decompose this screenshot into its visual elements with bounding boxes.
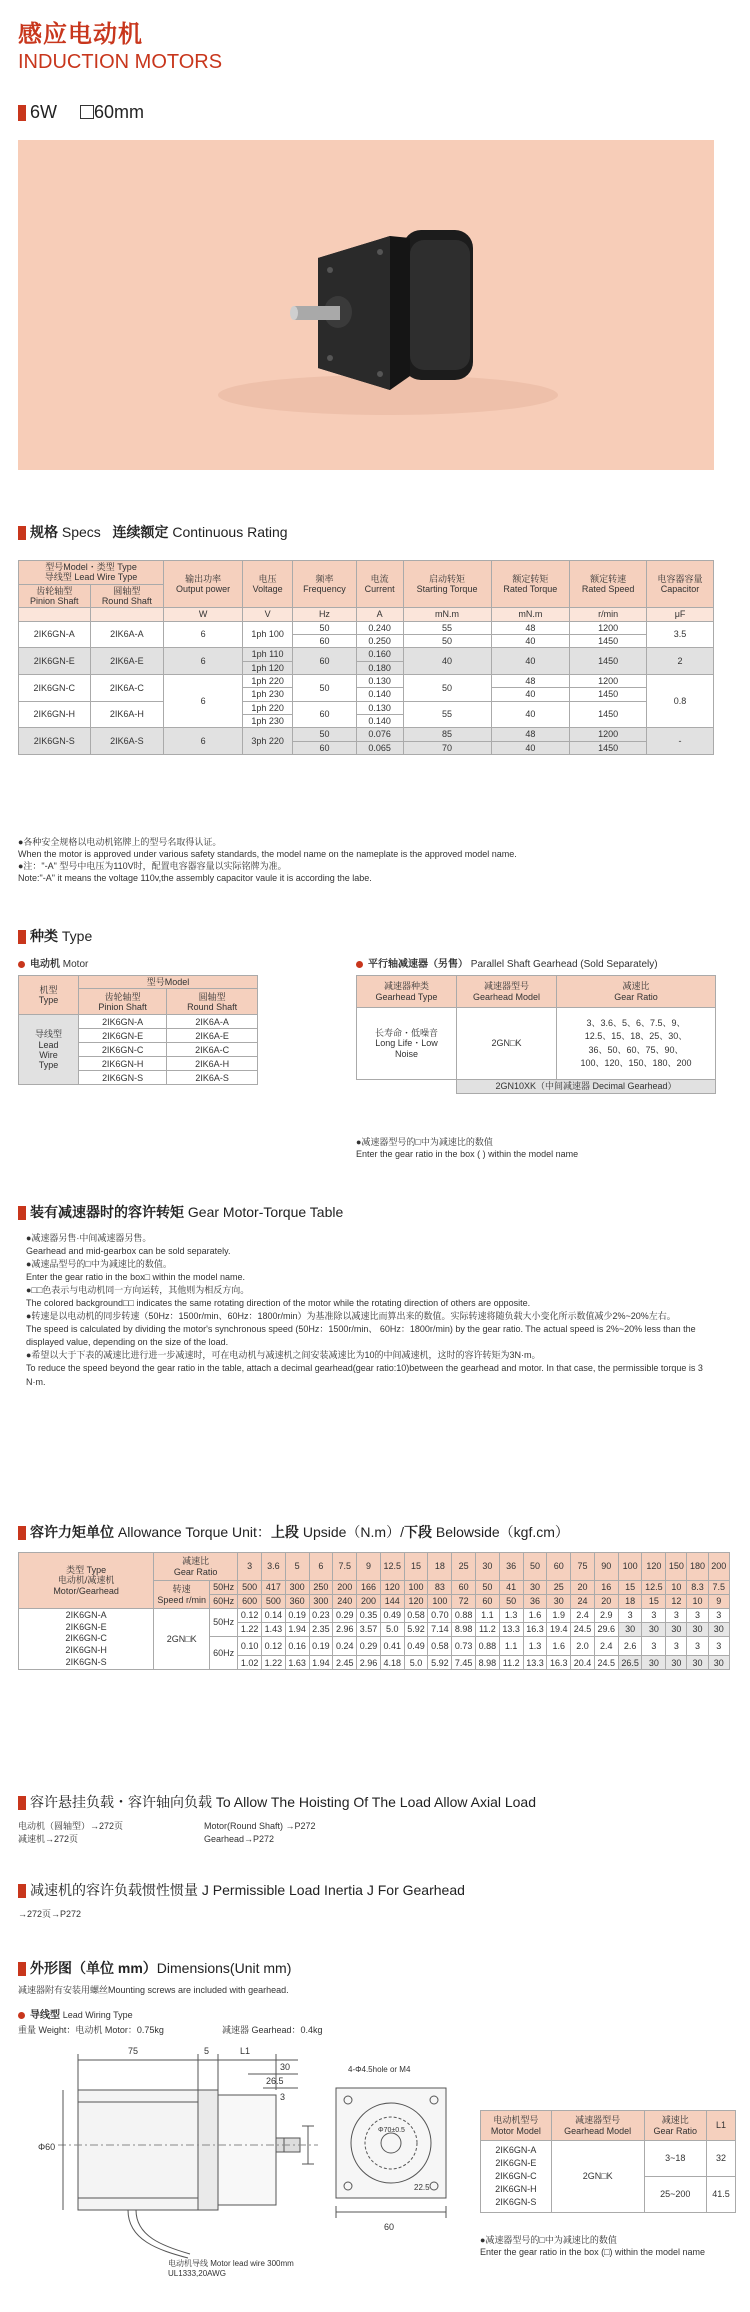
torque-value: 24.5 xyxy=(594,1656,618,1670)
dim-75: 75 xyxy=(128,2046,139,2056)
torque-value: 0.70 xyxy=(428,1609,452,1623)
section-marker xyxy=(18,105,26,121)
torque-value: 0.58 xyxy=(428,1637,452,1656)
note-line: ●各种安全规格以电动机铭牌上的型号名取得认证。 xyxy=(18,837,222,847)
speed-50hz: 166 xyxy=(357,1581,381,1595)
speed-50hz: 500 xyxy=(238,1581,262,1595)
torque-value: 2.0 xyxy=(571,1637,595,1656)
torque-value: 1.1 xyxy=(499,1637,523,1656)
torque-value: 30 xyxy=(708,1656,729,1670)
table-row: 2IK6GN-A 2IK6GN-E 2IK6GN-C 2IK6GN-H 2IK6GN-S 2GN□K 3~18 32 xyxy=(481,2141,736,2177)
speed-50hz: 10 xyxy=(666,1581,687,1595)
lead-type-cell: 导线型 Lead Wire Type xyxy=(19,1015,79,1085)
ratio-header: 30 xyxy=(476,1553,500,1581)
th-speed: 转速 Speed r/min xyxy=(154,1581,210,1609)
ratio-header: 7.5 xyxy=(333,1553,357,1581)
motor-subheading: 电动机 Motor xyxy=(18,955,88,970)
speed-50hz: 25 xyxy=(547,1581,571,1595)
dim-30: 30 xyxy=(280,2062,291,2072)
para-line: To reduce the speed beyond the gear ratio in the table, attach a decimal gearhead(gear ratio:10)between the gearhead and motor. In that case, the permissible torque is 3 N·m. xyxy=(26,1363,703,1387)
ratio-header: 75 xyxy=(571,1553,595,1581)
decimal-gearhead: 2GN10XK（中间减速器 Decimal Gearhead） xyxy=(457,1080,716,1094)
table-row xyxy=(19,1609,730,1623)
torque-value: 0.73 xyxy=(452,1637,476,1656)
speed-60hz: 500 xyxy=(261,1595,285,1609)
page-title xyxy=(18,14,222,74)
para-line: The speed is calculated by dividing the motor's synchronous speed (50Hz：1500r/min、 60Hz：1800r/min) by the gear ratio. The actual speed is 2%~20% less than the displayed value, depending on the size of the load. xyxy=(26,1324,696,1348)
torque-value: 0.12 xyxy=(238,1609,262,1623)
ratio-header: 120 xyxy=(642,1553,666,1581)
square-icon xyxy=(80,105,94,119)
para-line: Enter the gear ratio in the box□ within the model name. xyxy=(26,1272,246,1283)
inertia-line: →272页→P272 xyxy=(18,1909,82,1919)
torque-value: 3 xyxy=(687,1637,708,1656)
para-line: ●转速是以电动机的同步转速（50Hz：1500r/min、60Hz：1800r/min）为基准除以减速比而算出来的数值。实际转速将随负载大小变化所示数值减少2%~20%左右。 xyxy=(26,1311,676,1322)
th-rtorque: 额定转矩 Rated Torque xyxy=(491,561,570,608)
speed-60hz: 36 xyxy=(523,1595,547,1609)
speed-60hz: 72 xyxy=(452,1595,476,1609)
torque-value: 3 xyxy=(666,1637,687,1656)
specs-heading xyxy=(18,522,288,542)
dim-phi60: Φ60 xyxy=(38,2142,56,2152)
type-table xyxy=(18,975,258,1085)
torque-value: 2.9 xyxy=(594,1609,618,1623)
th-model: 型号Model xyxy=(79,976,258,989)
table-row: 1ph 230 0.140 xyxy=(19,715,714,728)
table-row: 导线型 Lead Wire Type 2IK6GN-A 2IK6A-A xyxy=(19,1015,258,1029)
gearhead-note: ●减速器型号的□中为减速比的数值 Enter the gear ratio in the box ( ) within the model name xyxy=(356,1137,579,1160)
row-50hz: 50Hz xyxy=(210,1609,238,1637)
ratio-header: 60 xyxy=(547,1553,571,1581)
lead-subheading: 导线型 Lead Wiring Type xyxy=(18,2006,133,2021)
torque-value: 0.10 xyxy=(238,1637,262,1656)
torque-value: 19.4 xyxy=(547,1623,571,1637)
hoisting-heading: 容许悬挂负载・容许轴向负载 To Allow The Hoisting Of The Load Allow Axial Load xyxy=(18,1792,536,1812)
specs-table xyxy=(18,560,714,755)
speed-50hz: 250 xyxy=(309,1581,333,1595)
specs-heading-en: Specs xyxy=(61,524,101,540)
inertia-heading: 减速机的容许负载惯性惯量 J Permissible Load Inertia J For Gearhead xyxy=(18,1880,465,1900)
torque-value: 16.3 xyxy=(523,1623,547,1637)
allowance-table xyxy=(18,1552,730,1670)
th-start: 启动转矩 Starting Torque xyxy=(403,561,491,608)
speed-60hz: 600 xyxy=(238,1595,262,1609)
speed-60hz: 50 xyxy=(499,1595,523,1609)
th-voltage: 电压 Voltage xyxy=(243,561,293,608)
th-pinion: 齿轮轴型 Pinion Shaft xyxy=(79,989,167,1015)
torque-value: 13.3 xyxy=(499,1623,523,1637)
section-marker xyxy=(18,526,26,540)
torque-value: 1.94 xyxy=(285,1623,309,1637)
torque-value: 2.96 xyxy=(333,1623,357,1637)
torque-value: 11.2 xyxy=(476,1623,500,1637)
torque-value: 0.35 xyxy=(357,1609,381,1623)
th-ratio: 减速比 Gear Ratio xyxy=(154,1553,238,1581)
gearhead-table xyxy=(356,975,716,1094)
torque-value: 0.16 xyxy=(285,1637,309,1656)
table-row: 2IK6GN-S 2IK6A-S 6 3ph 220 50 0.076 85 48 1200 - xyxy=(19,728,714,741)
model-title xyxy=(18,102,144,123)
torque-value: 1.63 xyxy=(285,1656,309,1670)
para-line: ●减速器另售·中间减速器另售。 xyxy=(26,1233,152,1243)
torque-value: 3 xyxy=(666,1609,687,1623)
torque-value: 20.4 xyxy=(571,1656,595,1670)
allowance-heading: 容许力矩单位 Allowance Torque Unit：上段 Upside（N.m）/下段 Belowside（kgf.cm） xyxy=(18,1522,569,1542)
speed-60hz: 360 xyxy=(285,1595,309,1609)
gear-motor-image xyxy=(18,140,714,470)
ratio-header: 15 xyxy=(404,1553,428,1581)
gear-model-cell: 2GN□K xyxy=(457,1008,557,1080)
gear-torque-notes xyxy=(26,1232,716,1389)
dim-22-5: 22.5 xyxy=(414,2183,430,2192)
dimension-drawing xyxy=(18,2040,458,2310)
speed-50hz: 50 xyxy=(476,1581,500,1595)
torque-value: 7.45 xyxy=(452,1656,476,1670)
speed-50hz: 200 xyxy=(333,1581,357,1595)
speed-50hz: 7.5 xyxy=(708,1581,729,1595)
torque-value: 30 xyxy=(708,1623,729,1637)
dim-l1: L1 xyxy=(240,2046,251,2056)
th-round: 圆轴型 Round Shaft xyxy=(167,989,258,1015)
torque-value: 3 xyxy=(618,1609,642,1623)
title-en: INDUCTION MOTORS xyxy=(18,51,223,73)
speed-50hz: 83 xyxy=(428,1581,452,1595)
torque-value: 5.92 xyxy=(404,1623,428,1637)
speed-60hz: 30 xyxy=(547,1595,571,1609)
hoisting-line: Motor(Round Shaft) →P272 xyxy=(204,1821,316,1831)
table-row: 60 0.250 50 40 1450 xyxy=(19,635,714,648)
torque-value: 30 xyxy=(687,1656,708,1670)
torque-value: 30 xyxy=(642,1656,666,1670)
ratio-header: 50 xyxy=(523,1553,547,1581)
torque-value: 2.96 xyxy=(357,1656,381,1670)
th-l1: L1 xyxy=(706,2111,735,2141)
th-gearhead-model: 减速器型号 Gearhead Model xyxy=(551,2111,644,2141)
para-line: ●减速品型号的□中为减速比的数值。 xyxy=(26,1259,172,1270)
table-row: 2IK6GN-C 2IK6A-C xyxy=(19,1043,258,1057)
table-row xyxy=(357,1080,716,1094)
torque-value: 0.88 xyxy=(452,1609,476,1623)
types-heading: 种类 Type xyxy=(18,926,92,946)
torque-value: 30 xyxy=(666,1623,687,1637)
note-line: When the motor is approved under various safety standards, the model name on the nameplate is the approved model name. xyxy=(18,849,517,860)
ratio-header: 3.6 xyxy=(261,1553,285,1581)
th-power: 输出功率 Output power xyxy=(164,561,243,608)
torque-value: 26.5 xyxy=(618,1656,642,1670)
torque-value: 0.19 xyxy=(309,1637,333,1656)
ratio-header: 200 xyxy=(708,1553,729,1581)
speed-50hz: 16 xyxy=(594,1581,618,1595)
torque-value: 0.49 xyxy=(404,1637,428,1656)
th-round: 圆轴型 Round Shaft xyxy=(90,584,164,608)
table-row xyxy=(357,1008,716,1080)
gearhead-cell: 2GN□K xyxy=(154,1609,210,1670)
hoisting-line: 电动机（圆轴型）→272页 xyxy=(18,1821,124,1831)
torque-value: 5.0 xyxy=(404,1656,428,1670)
torque-value: 0.29 xyxy=(357,1637,381,1656)
th-current: 电流 Current xyxy=(356,561,403,608)
gear-type-cell: 长寿命・低噪音 Long Life・Low Noise xyxy=(357,1008,457,1080)
table-row: 60 0.065 70 40 1450 xyxy=(19,741,714,754)
torque-value: 2.45 xyxy=(333,1656,357,1670)
th-60hz: 60Hz xyxy=(210,1595,238,1609)
bullet-dot xyxy=(18,961,25,968)
hoisting-right xyxy=(204,1820,404,1846)
torque-value: 30 xyxy=(687,1623,708,1637)
speed-50hz: 100 xyxy=(404,1581,428,1595)
torque-value: 1.3 xyxy=(499,1609,523,1623)
torque-value: 0.19 xyxy=(285,1609,309,1623)
torque-value: 1.1 xyxy=(476,1609,500,1623)
para-line: ●希望以大于下表的减速比进行进一步减速时，可在电动机与减速机之间安装减速比为10的中间减速机，这时的容许转矩为3N·m。 xyxy=(26,1350,541,1361)
torque-value: 29.6 xyxy=(594,1623,618,1637)
speed-60hz: 300 xyxy=(309,1595,333,1609)
torque-value: 3 xyxy=(642,1609,666,1623)
table-row: 2IK6GN-E 2IK6A-E 6 1ph 110 60 0.160 40 40 1450 2 xyxy=(19,648,714,661)
dims-heading: 外形图（单位 mm）Dimensions(Unit mm) xyxy=(18,1958,291,1978)
title-cn: 感应电动机 xyxy=(18,21,143,48)
motor-list: 2IK6GN-A 2IK6GN-E 2IK6GN-C 2IK6GN-H 2IK6GN-S xyxy=(19,1609,154,1670)
torque-value: 13.3 xyxy=(523,1656,547,1670)
speed-60hz: 240 xyxy=(333,1595,357,1609)
speed-60hz: 144 xyxy=(380,1595,404,1609)
model-frame: 60mm xyxy=(94,102,145,122)
speed-60hz: 15 xyxy=(642,1595,666,1609)
th-motor-model: 电动机型号 Motor Model xyxy=(481,2111,552,2141)
torque-value: 1.22 xyxy=(261,1656,285,1670)
ratio-header: 180 xyxy=(687,1553,708,1581)
hoisting-line: Gearhead→P272 xyxy=(204,1834,275,1845)
th-gear-model: 减速器型号 Gearhead Model xyxy=(457,976,557,1008)
speed-50hz: 15 xyxy=(618,1581,642,1595)
para-line: Gearhead and mid-gearbox can be sold separately. xyxy=(26,1246,231,1257)
speed-50hz: 30 xyxy=(523,1581,547,1595)
front-view xyxy=(336,2088,446,2218)
dim-26-5: 26.5 xyxy=(266,2076,284,2086)
table-row: 1ph 120 0.180 xyxy=(19,661,714,674)
speed-60hz: 100 xyxy=(428,1595,452,1609)
torque-value: 3.57 xyxy=(357,1623,381,1637)
torque-value: 3 xyxy=(708,1637,729,1656)
note-line: Note:"-A" it means the voltage 110v,the assembly capacitor vaule it is according the labe. xyxy=(18,873,372,884)
torque-value: 0.88 xyxy=(476,1637,500,1656)
speed-50hz: 417 xyxy=(261,1581,285,1595)
torque-value: 0.29 xyxy=(333,1609,357,1623)
gearhead-weight: 减速器 Gearhead：0.4kg xyxy=(222,2025,323,2035)
th-gear-type: 减速器种类 Gearhead Type xyxy=(357,976,457,1008)
th-type: 机型 Type xyxy=(19,976,79,1015)
ratio-header: 90 xyxy=(594,1553,618,1581)
table-row: 2IK6GN-C 2IK6A-C 6 1ph 220 50 0.130 50 48 1200 0.8 xyxy=(19,675,714,688)
torque-value: 2.35 xyxy=(309,1623,333,1637)
table-row: 2IK6GN-S 2IK6A-S xyxy=(19,1071,258,1085)
torque-value: 7.14 xyxy=(428,1623,452,1637)
model-power: 6W xyxy=(30,102,57,122)
th-cap: 电容器容量 Capacitor xyxy=(647,561,714,608)
torque-value: 1.6 xyxy=(523,1609,547,1623)
specs-heading-cn: 规格 xyxy=(30,524,58,540)
th-rspeed: 额定转速 Rated Speed xyxy=(570,561,647,608)
torque-value: 30 xyxy=(666,1656,687,1670)
torque-value: 4.18 xyxy=(380,1656,404,1670)
specs-notes xyxy=(18,836,718,885)
speed-50hz: 60 xyxy=(452,1581,476,1595)
speed-60hz: 60 xyxy=(476,1595,500,1609)
torque-value: 0.49 xyxy=(380,1609,404,1623)
hoisting-left xyxy=(18,1820,218,1846)
speed-60hz: 12 xyxy=(666,1595,687,1609)
units-row: W V Hz A mN.m mN.m r/min μF xyxy=(19,608,714,621)
table-row: 2IK6GN-A 2IK6A-A 6 1ph 100 50 0.240 55 48 1200 3.5 xyxy=(19,621,714,634)
dims-intro: 减速器附有安装用螺丝Mounting screws are included with gearhead. xyxy=(18,1985,289,1995)
torque-value: 16.3 xyxy=(547,1656,571,1670)
ratio-header: 100 xyxy=(618,1553,642,1581)
ratio-header: 36 xyxy=(499,1553,523,1581)
dim-60: 60 xyxy=(384,2222,395,2232)
speed-50hz: 12.5 xyxy=(642,1581,666,1595)
lead-wire-label: 电动机导线 Motor lead wire 300mm xyxy=(168,2259,294,2268)
torque-value: 3 xyxy=(642,1637,666,1656)
dims-note: ●减速器型号的□中为减速比的数值 Enter the gear ratio in the box (□) within the model name xyxy=(480,2235,706,2258)
para-line: ●□□色表示与电动机同一方向运转，其他则为相反方向。 xyxy=(26,1285,250,1296)
th-gear-ratio: 减速比 Gear Ratio xyxy=(644,2111,706,2141)
speed-50hz: 8.3 xyxy=(687,1581,708,1595)
torque-value: 0.41 xyxy=(380,1637,404,1656)
torque-value: 0.12 xyxy=(261,1637,285,1656)
row-60hz: 60Hz xyxy=(210,1637,238,1670)
speed-60hz: 120 xyxy=(404,1595,428,1609)
torque-value: 1.94 xyxy=(309,1656,333,1670)
gear-torque-heading: 装有减速器时的容许转矩 Gear Motor-Torque Table xyxy=(18,1202,343,1222)
dim-5: 5 xyxy=(204,2046,210,2056)
ratio-header: 6 xyxy=(309,1553,333,1581)
speed-50hz: 20 xyxy=(571,1581,595,1595)
ratio-header: 150 xyxy=(666,1553,687,1581)
table-row: 2IK6GN-H 2IK6A-H 1ph 220 60 0.130 55 40 1450 xyxy=(19,701,714,714)
speed-50hz: 300 xyxy=(285,1581,309,1595)
lead-wire-spec: UL1333,20AWG xyxy=(168,2269,226,2278)
torque-value: 5.0 xyxy=(380,1623,404,1637)
bullet-dot xyxy=(356,961,363,968)
torque-value: 3 xyxy=(687,1609,708,1623)
torque-value: 1.3 xyxy=(523,1637,547,1656)
torque-value: 1.02 xyxy=(238,1656,262,1670)
torque-value: 5.92 xyxy=(428,1656,452,1670)
specs-heading-en2: Continuous Rating xyxy=(172,524,288,540)
torque-value: 8.98 xyxy=(452,1623,476,1637)
th-50hz: 50Hz xyxy=(210,1581,238,1595)
th-model: 型号Model・类型 Type 导线型 Lead Wire Type xyxy=(19,561,164,585)
torque-value: 24.5 xyxy=(571,1623,595,1637)
torque-value: 11.2 xyxy=(499,1656,523,1670)
table-row: 1ph 230 0.140 40 1450 xyxy=(19,688,714,701)
dim-3: 3 xyxy=(280,2092,286,2102)
torque-value: 2.4 xyxy=(571,1609,595,1623)
ratio-header: 9 xyxy=(357,1553,381,1581)
torque-value: 1.6 xyxy=(547,1637,571,1656)
gear-ratio-cell: 3、3.6、5、6、7.5、9、 12.5、15、18、25、30、 36、50、60、75、90、 100、120、150、180、200 xyxy=(557,1008,716,1080)
motor-model-list: 2IK6GN-A 2IK6GN-E 2IK6GN-C 2IK6GN-H 2IK6GN-S xyxy=(481,2141,552,2213)
hole-label: 4-Φ4.5hole or M4 xyxy=(348,2065,411,2074)
torque-value: 0.58 xyxy=(404,1609,428,1623)
torque-value: 30 xyxy=(642,1623,666,1637)
ratio-header: 18 xyxy=(428,1553,452,1581)
speed-60hz: 24 xyxy=(571,1595,595,1609)
table-row: 25~200 41.5 xyxy=(481,2177,736,2213)
note-line: ●注："-A" 型号中电压为110V时，配置电容器容量以实际铭牌为准。 xyxy=(18,861,287,872)
torque-value: 0.23 xyxy=(309,1609,333,1623)
hoisting-line: 减速机→272页 xyxy=(18,1834,79,1845)
table-row: 2IK6GN-H 2IK6A-H xyxy=(19,1057,258,1071)
th-type: 类型 Type 电动机/减速机 Motor/Gearhead xyxy=(19,1553,154,1609)
th-freq: 频率 Frequency xyxy=(293,561,357,608)
torque-value: 1.22 xyxy=(238,1623,262,1637)
speed-60hz: 10 xyxy=(687,1595,708,1609)
torque-value: 1.9 xyxy=(547,1609,571,1623)
torque-value: 3 xyxy=(708,1609,729,1623)
para-line: The colored background□□ indicates the same rotating direction of the motor while the rotating direction of others are opposite. xyxy=(26,1298,531,1309)
torque-value: 8.98 xyxy=(476,1656,500,1670)
product-photo xyxy=(18,140,714,470)
speed-60hz: 20 xyxy=(594,1595,618,1609)
th-gear-ratio: 减速比 Gear Ratio xyxy=(557,976,716,1008)
torque-value: 0.24 xyxy=(333,1637,357,1656)
dims-table xyxy=(480,2110,736,2213)
table-row: 2IK6GN-E 2IK6A-E xyxy=(19,1029,258,1043)
speed-60hz: 9 xyxy=(708,1595,729,1609)
ratio-header: 12.5 xyxy=(380,1553,404,1581)
motor-weight: 重量 Weight：电动机 Motor：0.75kg xyxy=(18,2025,164,2035)
gearhead-subheading: 平行轴减速器（另售） Parallel Shaft Gearhead (Sold Separately) xyxy=(356,955,658,970)
speed-60hz: 18 xyxy=(618,1595,642,1609)
ratio-header: 5 xyxy=(285,1553,309,1581)
speed-60hz: 200 xyxy=(357,1595,381,1609)
torque-value: 0.14 xyxy=(261,1609,285,1623)
pcd-label: Φ70±0.5 xyxy=(378,2127,405,2134)
torque-value: 30 xyxy=(618,1623,642,1637)
speed-50hz: 41 xyxy=(499,1581,523,1595)
ratio-header: 3 xyxy=(238,1553,262,1581)
specs-heading-cn2: 连续额定 xyxy=(112,524,169,540)
speed-50hz: 120 xyxy=(380,1581,404,1595)
torque-value: 1.43 xyxy=(261,1623,285,1637)
th-pinion: 齿轮轴型 Pinion Shaft xyxy=(19,584,91,608)
ratio-header: 25 xyxy=(452,1553,476,1581)
torque-value: 2.6 xyxy=(618,1637,642,1656)
torque-value: 2.4 xyxy=(594,1637,618,1656)
gearhead-model-cell: 2GN□K xyxy=(551,2141,644,2213)
